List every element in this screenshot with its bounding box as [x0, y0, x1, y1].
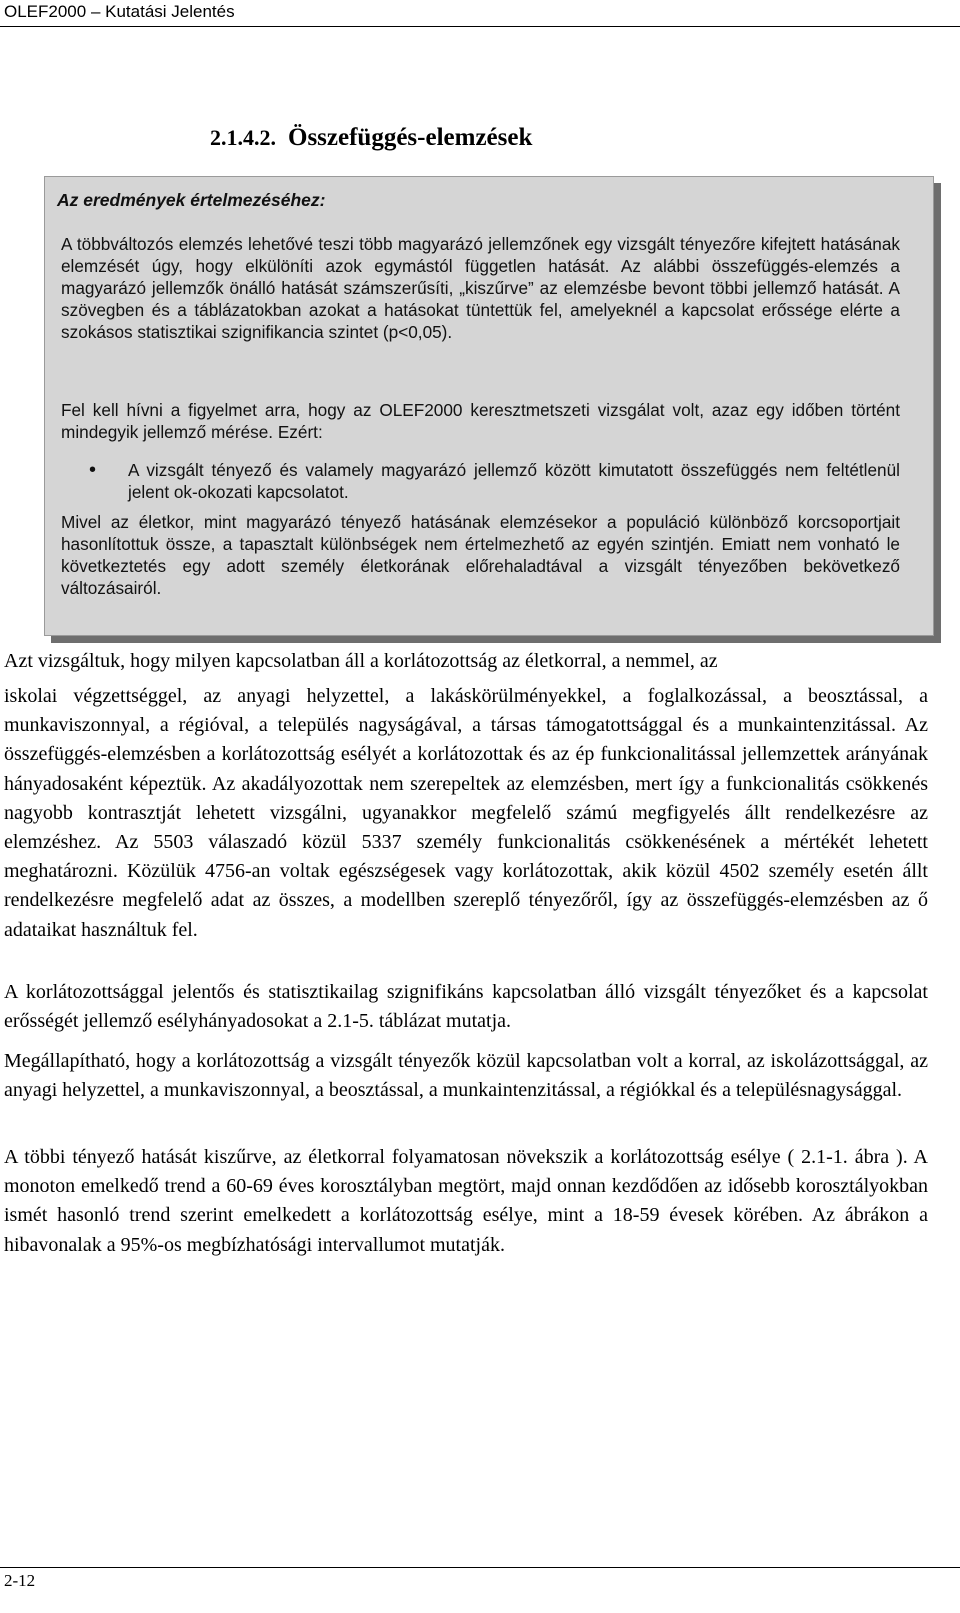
info-box — [44, 176, 934, 636]
info-box-paragraph-2: Fel kell hívni a figyelmet arra, hogy az OLEF2000 keresztmetszeti vizsgálat volt, azaz egy időben történt mindegyik jellemző mérése. Ezért: — [61, 400, 900, 442]
header-rule — [0, 26, 960, 27]
section-number: 2.1.4.2. — [210, 125, 276, 150]
info-box-bullet-text: A vizsgált tényező és valamely magyarázó jellemző között kimutatott összefüggés nem feltétlenül jelent ok-okozati kapcsolatot. — [128, 460, 900, 502]
page-header — [0, 0, 960, 28]
section-title: Összefüggés-elemzések — [288, 124, 533, 151]
body-paragraph-2: A korlátozottsággal jelentős és statisztikailag szignifikáns kapcsolatban álló vizsgált tényezőket és a kapcsolat erősségét jellemző esélyhányadosokat a 2.1-5. táblázat mutatja. — [4, 981, 928, 1033]
body-paragraph-3: Megállapítható, hogy a korlátozottság a vizsgált tényezők közül kapcsolatban volt a korral, az iskolázottsággal, az anyagi helyzettel, a munkaviszonnyal, a beosztással, a munkaintenzitással, a régiókkal és a településnagysággal. — [4, 1050, 928, 1102]
section-heading — [210, 124, 532, 152]
body-paragraph-1: iskolai végzettséggel, az anyagi helyzettel, a lakáskörülményekkel, a foglalkozással, a beosztással, a munkaviszonnyal, a régióval, a település nagyságával, a társas támogatottsággal és a munkaintenzitással. Az összefüggés-elemzésben a korlátozottság esélyét a korlátozottak és az ép funkcionalitással jellemzettek arányának hányadosaként képeztük. Az akadályozottak nem szerepeltek az elemzésben, mert így a funkcionalitás csökkenés nagyobb kontrasztját lehetett vizsgálni, ugyanakkor megfelelő számú megfigyelés állt rendelkezésre az elemzéshez. Az 5503 válaszadó közül 5337 személy funkcionalitás csökkenésének a mértékét lehetett meghatározni. Közülük 4756-an voltak egészségesek vagy korlátozottak, akik közül 4502 személy esetén állt rendelkezésre megfelelő adat az összes, a modellben szereplő tényezőről, így az összefüggés-elemzésben az ő adataikat használtuk fel. — [4, 685, 928, 941]
footer-rule — [0, 1567, 960, 1568]
bullet-icon: • — [89, 459, 97, 481]
body-paragraph-1-line-1: Azt vizsgáltuk, hogy milyen kapcsolatban áll a korlátozottság az életkorral, a nemmel, az — [4, 650, 718, 672]
body-paragraph-4: A többi tényező hatását kiszűrve, az életkorral folyamatosan növekszik a korlátozottság esélye ( 2.1-1. ábra ). A monoton emelkedő trend a 60-69 éves korosztályban megtört, majd onnan kezdődően az idősebb korosztályokban ismét hasonló trend szerint emelkedett a korlátozottság esélye, mint a 18-59 évesek körében. Az ábrákon a hibavonalak a 95%-os megbízhatósági intervallumot mutatják. — [4, 1146, 928, 1256]
info-box-paragraph-3: Mivel az életkor, mint magyarázó tényező hatásának elemzésekor a populáció különböző korcsoportjait hasonlítottuk össze, a tapasztalt különbségek nem értelmezhető az egyén szintjén. Emiatt nem vonható le következtetés egy adott személy életkorának előrehaladtával a vizsgált tényezőben bekövetkező változásairól. — [61, 512, 900, 598]
header-title: OLEF2000 – Kutatási Jelentés — [4, 2, 235, 21]
info-box-paragraph-1: A többváltozós elemzés lehetővé teszi több magyarázó jellemzőnek egy vizsgált tényezőre kifejtett hatásának elemzését úgy, hogy elkülöníti azok egymástól független hatását. Az alábbi összefüggés-elemzés a magyarázó jellemzők önálló hatását számszerűsíti, „kiszűrve” az elemzésbe bevont többi jellemző hatását. A szövegben és a táblázatokban azokat a hatásokat tüntettük fel, amelyeknél a kapcsolat erőssége elérte a szokásos statisztikai szignifikancia szintet (p<0,05). — [61, 234, 900, 342]
info-box-title: Az eredmények értelmezéséhez: — [57, 190, 326, 210]
page-number: 2-12 — [4, 1571, 36, 1590]
